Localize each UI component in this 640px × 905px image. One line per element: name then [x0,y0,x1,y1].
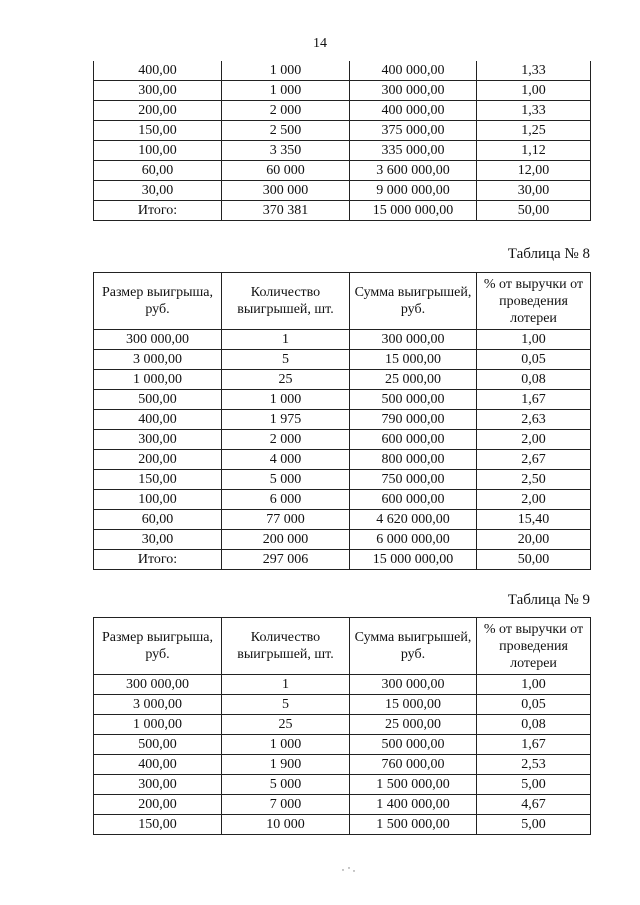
table-cell: 0,05 [477,350,591,370]
table-body [94,330,591,570]
table-cell: 50,00 [477,201,591,221]
table-cell: 150,00 [94,470,222,490]
table-row [94,350,591,370]
table-cell: 25 [222,715,350,735]
table-cell: 300 000,00 [94,330,222,350]
table-row [94,101,591,121]
table-cell: 30,00 [94,181,222,201]
table-row [94,755,591,775]
scan-mark [340,864,360,874]
table-cell: 1,00 [477,330,591,350]
table-cell: 5,00 [477,775,591,795]
table-cell: 5 000 [222,470,350,490]
table-row [94,81,591,101]
table-row [94,121,591,141]
table-cell: 20,00 [477,530,591,550]
table-cell: 9 000 000,00 [350,181,477,201]
table-cell: 3 000,00 [94,350,222,370]
table-cell: 200,00 [94,101,222,121]
table-cell: 300 000,00 [94,675,222,695]
table-cell: 30,00 [94,530,222,550]
table-cell: 300,00 [94,775,222,795]
table-cell: 15 000,00 [350,695,477,715]
table-cell: 25 [222,370,350,390]
table-header [94,618,591,675]
table-cell: 5,00 [477,815,591,835]
table-cell: 1,00 [477,81,591,101]
table-cell: 77 000 [222,510,350,530]
column-header: Размер выигрыша, руб. [94,618,222,675]
table-cell: 4,67 [477,795,591,815]
table-cell: 600 000,00 [350,490,477,510]
table-cell: 1 000 [222,390,350,410]
table-cell: 335 000,00 [350,141,477,161]
table-cell: 1,33 [477,101,591,121]
table-row [94,330,591,350]
table-cell: 297 006 [222,550,350,570]
page-number: 14 [313,36,327,51]
prize-table-8 [93,272,591,570]
table-cell: 5 000 [222,775,350,795]
table-cell: 2,53 [477,755,591,775]
table-cell: 200,00 [94,795,222,815]
table-cell: Итого: [94,550,222,570]
column-header: % от выручки от проведения лотереи [477,618,591,675]
table-cell: 15 000 000,00 [350,201,477,221]
table-cell: 0,05 [477,695,591,715]
table-cell: 1 [222,675,350,695]
table-cell: 400,00 [94,61,222,81]
table-cell: 300 000,00 [350,675,477,695]
table-cell: 500 000,00 [350,735,477,755]
table-cell: 400,00 [94,755,222,775]
table-cell: 200 000 [222,530,350,550]
table-row [94,390,591,410]
table-row [94,510,591,530]
table-cell: 750 000,00 [350,470,477,490]
table-cell: 1 000 [222,61,350,81]
table-cell: 300,00 [94,430,222,450]
table-cell: 600 000,00 [350,430,477,450]
table-cell: 5 [222,350,350,370]
column-header: Сумма выигрышей, руб. [350,618,477,675]
table-cell: 1,12 [477,141,591,161]
table-cell: 7 000 [222,795,350,815]
table-row [94,430,591,450]
table-cell: 1 000 [222,735,350,755]
table-cell: 500,00 [94,390,222,410]
table-cell: 800 000,00 [350,450,477,470]
table-row [94,490,591,510]
column-header: Размер выигрыша, руб. [94,273,222,330]
table-cell: 2 500 [222,121,350,141]
table-row [94,201,591,221]
table-row [94,715,591,735]
table-cell: 6 000 000,00 [350,530,477,550]
table-row [94,735,591,755]
table-row [94,370,591,390]
table-cell: 15 000,00 [350,350,477,370]
table-cell: 100,00 [94,490,222,510]
column-header: % от выручки от проведения лотереи [477,273,591,330]
column-header: Количество выигрышей, шт. [222,273,350,330]
table-body [94,61,591,221]
table-row [94,795,591,815]
table-cell: 1 400 000,00 [350,795,477,815]
table-cell: 2 000 [222,101,350,121]
table-cell: 25 000,00 [350,370,477,390]
table-cell: 1 000,00 [94,715,222,735]
table-row [94,141,591,161]
table-cell: 2,00 [477,430,591,450]
table-cell: 1,67 [477,390,591,410]
table-cell: 760 000,00 [350,755,477,775]
table-cell: 2,63 [477,410,591,430]
table-cell: 500 000,00 [350,390,477,410]
table-row [94,815,591,835]
table-cell: 790 000,00 [350,410,477,430]
table-9-caption: Таблица № 9 [507,592,590,608]
table-row [94,550,591,570]
table-cell: 375 000,00 [350,121,477,141]
table-cell: 3 350 [222,141,350,161]
table-cell: 1,33 [477,61,591,81]
table-cell: 6 000 [222,490,350,510]
table-cell: 60 000 [222,161,350,181]
table-cell: 12,00 [477,161,591,181]
table-row [94,410,591,430]
table-cell: 1 975 [222,410,350,430]
column-header: Сумма выигрышей, руб. [350,273,477,330]
table-row [94,450,591,470]
table-cell: 1,67 [477,735,591,755]
table-row [94,695,591,715]
table-cell: 3 600 000,00 [350,161,477,181]
table-cell: 10 000 [222,815,350,835]
table-cell: 300 000,00 [350,81,477,101]
table-cell: 4 620 000,00 [350,510,477,530]
table-cell: 370 381 [222,201,350,221]
table-cell: 60,00 [94,161,222,181]
table-cell: Итого: [94,201,222,221]
table-cell: 50,00 [477,550,591,570]
table-cell: 4 000 [222,450,350,470]
table-cell: 150,00 [94,121,222,141]
table-header [94,273,591,330]
table-cell: 0,08 [477,370,591,390]
table-cell: 100,00 [94,141,222,161]
table-row [94,530,591,550]
table-cell: 1,25 [477,121,591,141]
table-8-caption: Таблица № 8 [507,246,590,262]
table-cell: 300 000,00 [350,330,477,350]
table-cell: 1 500 000,00 [350,815,477,835]
header-row [94,618,591,675]
table-cell: 15,40 [477,510,591,530]
table-cell: 200,00 [94,450,222,470]
table-row [94,161,591,181]
header-row [94,273,591,330]
table-row [94,675,591,695]
table-cell: 2,50 [477,470,591,490]
column-header: Количество выигрышей, шт. [222,618,350,675]
table-cell: 1,00 [477,675,591,695]
table-cell: 0,08 [477,715,591,735]
table-cell: 1 000,00 [94,370,222,390]
table-cell: 1 900 [222,755,350,775]
table-cell: 1 [222,330,350,350]
table-cell: 15 000 000,00 [350,550,477,570]
table-cell: 5 [222,695,350,715]
table-cell: 3 000,00 [94,695,222,715]
table-row [94,775,591,795]
table-cell: 30,00 [477,181,591,201]
table-cell: 400 000,00 [350,61,477,81]
table-cell: 2 000 [222,430,350,450]
table-cell: 25 000,00 [350,715,477,735]
table-row [94,181,591,201]
table-cell: 300 000 [222,181,350,201]
table-cell: 60,00 [94,510,222,530]
table-cell: 400,00 [94,410,222,430]
prize-table-9 [93,617,591,835]
table-cell: 1 500 000,00 [350,775,477,795]
prize-table-continued [93,61,591,221]
table-cell: 150,00 [94,815,222,835]
table-body [94,675,591,835]
table-cell: 2,00 [477,490,591,510]
table-row [94,61,591,81]
table-row [94,470,591,490]
table-cell: 1 000 [222,81,350,101]
table-cell: 400 000,00 [350,101,477,121]
table-cell: 500,00 [94,735,222,755]
table-cell: 300,00 [94,81,222,101]
table-cell: 2,67 [477,450,591,470]
